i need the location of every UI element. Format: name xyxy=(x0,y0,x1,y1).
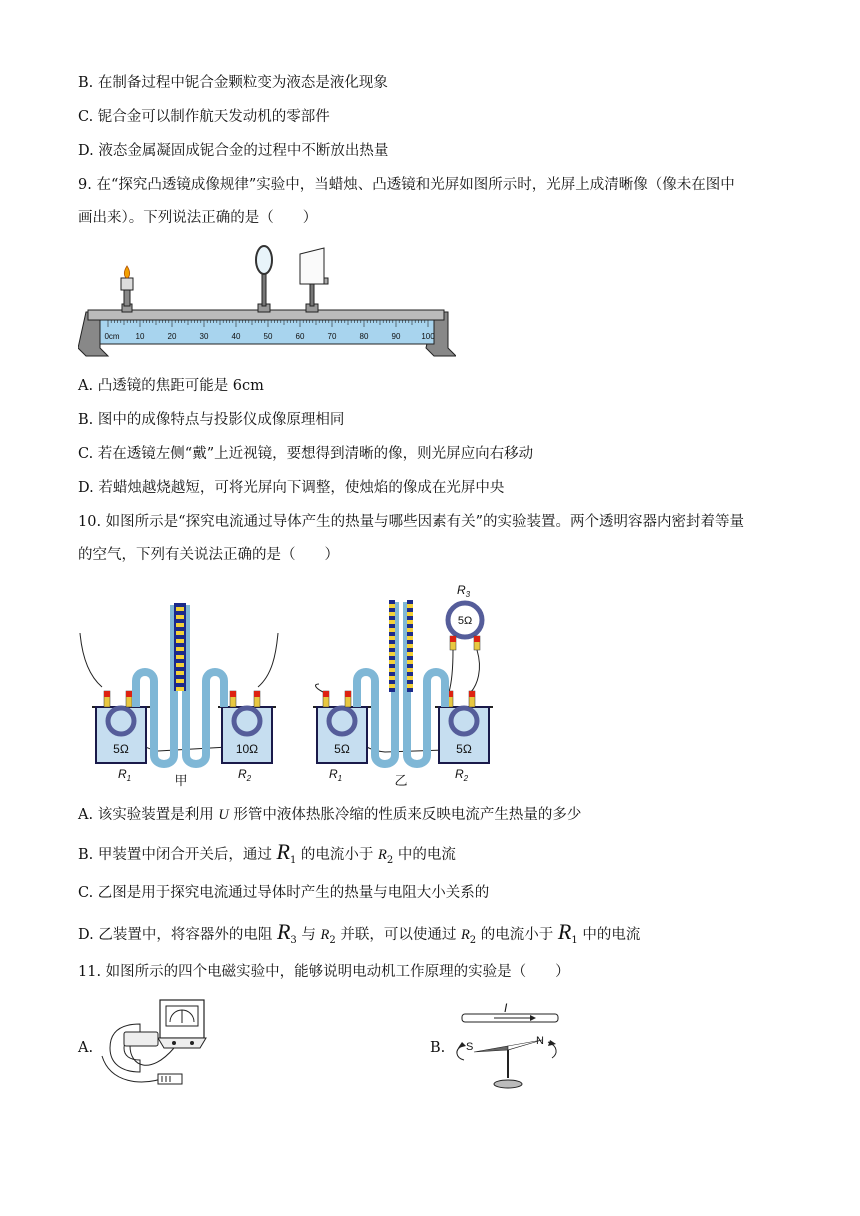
q9-option-b: B. 图中的成像特点与投影仪成像原理相同 xyxy=(78,412,345,428)
caption-yi: 乙 xyxy=(394,773,408,788)
r1-label-yi: R xyxy=(329,767,338,781)
q11-stem: 11. 如图所示的四个电磁实验中，能够说明电动机工作原理的实验是（ ） xyxy=(78,964,570,980)
r2-label-jia: R xyxy=(238,767,247,781)
ruler-tick-label: 40 xyxy=(231,332,241,341)
r2-value-yi: 5Ω xyxy=(456,742,472,756)
q8-option-c: C. 铌合金可以制作航天发动机的零部件 xyxy=(78,109,330,125)
ruler-tick-label: 20 xyxy=(167,332,177,341)
q10-option-a: A. 该实验装置是利用 U 形管中液体热胀冷缩的性质来反映电流产生热量的多少 xyxy=(78,807,582,823)
ruler-tick-label: 0cm xyxy=(104,332,120,341)
caption-jia: 甲 xyxy=(174,773,188,788)
ruler-tick-label: 10 xyxy=(135,332,145,341)
r1-sub-jia: 1 xyxy=(126,774,132,783)
galvanometer-magnet-figure xyxy=(100,996,210,1090)
r1-sub-yi: 1 xyxy=(337,774,343,783)
optical-bench-figure xyxy=(78,240,456,362)
q9-option-a: A. 凸透镜的焦距可能是 6cm xyxy=(78,378,264,394)
q8-option-b: B. 在制备过程中铌合金颗粒变为液态是液化现象 xyxy=(78,75,388,91)
r2-sub-yi: 2 xyxy=(463,774,469,783)
r1-value-jia: 5Ω xyxy=(113,742,129,756)
q9-option-d: D. 若蜡烛越烧越短，可将光屏向下调整，使烛焰的像成在光屏中央 xyxy=(78,480,505,496)
south-label: S xyxy=(466,1041,474,1053)
joule-heat-figure-jia xyxy=(78,595,283,795)
q10-option-d: D. 乙装置中，将容器外的电阻 $R_3$ 与 $R_2$ 并联，可以使通过 $R_2$ 的电流小于 $R_1$ 中的电流 xyxy=(78,919,641,946)
svg-text:R2 xyxy=(238,767,252,783)
ruler-tick-label: 80 xyxy=(359,332,369,341)
ruler-tick-label: 60 xyxy=(295,332,305,341)
q9-option-c: C. 若在透镜左侧“戴”上近视镜，要想得到清晰的像，则光屏应向右移动 xyxy=(78,446,534,462)
ruler-tick-label: 90 xyxy=(391,332,401,341)
ruler-tick-label: 100 xyxy=(421,332,435,341)
q10-stem-line1: 10. 如图所示是“探究电流通过导体产生的热量与哪些因素有关”的实验装置。两个透明容器内密封着等量 xyxy=(78,514,744,530)
current-label: I xyxy=(504,1001,508,1015)
ruler-tick-label: 50 xyxy=(263,332,273,341)
r3-label-yi: R xyxy=(457,583,466,597)
q8-option-d: D. 液态金属凝固成铌合金的过程中不断放出热量 xyxy=(78,143,389,159)
svg-text:R2 xyxy=(455,767,469,783)
q10-option-c: C. 乙图是用于探究电流通过导体时产生的热量与电阻大小关系的 xyxy=(78,885,490,901)
svg-text:R1 xyxy=(118,767,131,783)
q9-stem-line1: 9. 在“探究凸透镜成像规律”实验中，当蜡烛、凸透镜和光屏如图所示时，光屏上成清晰像（像未在图中 xyxy=(78,177,735,193)
svg-text:R3 xyxy=(457,583,471,599)
r1-value-yi: 5Ω xyxy=(334,742,350,756)
oersted-figure xyxy=(452,1000,564,1094)
ruler-tick-label: 70 xyxy=(327,332,337,341)
r2-value-jia: 10Ω xyxy=(235,742,259,756)
r1-label-jia: R xyxy=(118,767,127,781)
joule-heat-figure-yi xyxy=(305,580,495,795)
q10-stem-line2: 的空气，下列有关说法正确的是（ ） xyxy=(78,547,339,563)
r2-sub-jia: 2 xyxy=(246,774,252,783)
svg-text:R1 xyxy=(329,767,342,783)
q10-option-b: B. 甲装置中闭合开关后，通过 $R_1$ 的电流小于 $R_2$ 中的电流 xyxy=(78,839,456,866)
q11-option-a-label: A. xyxy=(78,1040,94,1056)
r3-value-yi: 5Ω xyxy=(457,615,473,627)
q11-option-b-label: B. xyxy=(430,1040,446,1056)
q9-stem-line2: 画出来）。下列说法正确的是（ ） xyxy=(78,210,318,226)
north-label: N xyxy=(536,1035,544,1047)
r2-label-yi: R xyxy=(455,767,464,781)
r3-sub-yi: 3 xyxy=(465,590,471,599)
ruler-tick-label: 30 xyxy=(199,332,209,341)
